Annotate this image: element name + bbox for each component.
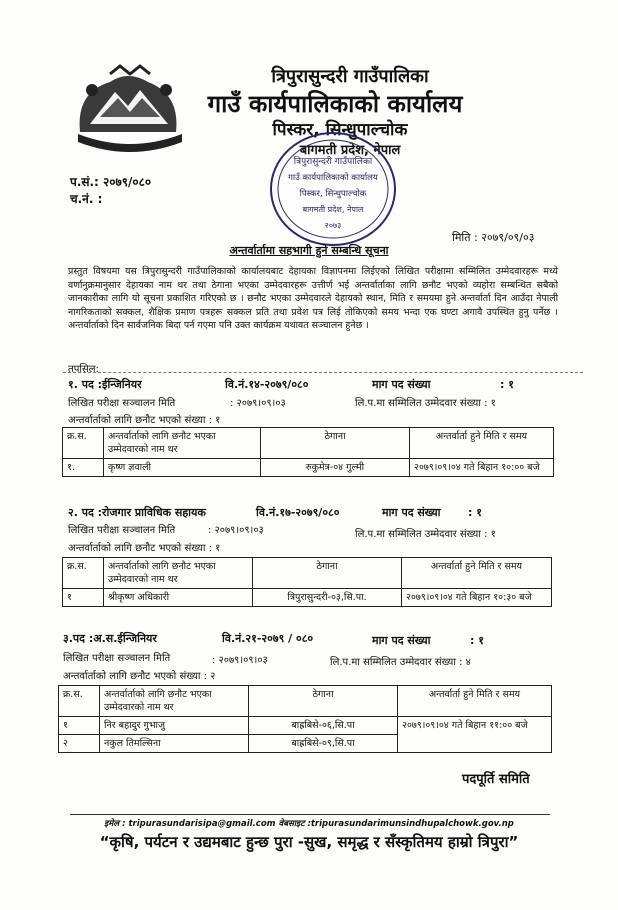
header-cell-address: ठेगाना xyxy=(261,428,410,459)
province-name: बागमती प्रदेश, नेपाल xyxy=(299,143,401,158)
exam-candidates-count: लि.प.मा सम्मिलित उम्मेदवार संख्या : १ xyxy=(355,529,496,540)
office-name: गाउँ कार्यपालिकाको कार्यालय xyxy=(207,90,463,118)
notice-body: प्रस्तुत विषयमा यस त्रिपुरासुन्दरी गाउँपालिकाको कार्यालयबाट देहायका विज्ञापनमा लिईएको लिखित परीक्षामा सम्मिलित उम्मेदवारहरू मध्ये वर्णानुक्रमानुसार देहायका नाम थर तथा ठेगाना भएका उम्मेदवारहरू उत्तीर्ण भई अन्तर्वार्ताका लागि छनौट भएको व्यहोरा सम्बन्धित सबैको जानकारीका लागि यो सूचना प्रकाशित गरिएको छ । छनौट भएका उम्मेदवारले देहायको स्थान, मिति र समयमा हुने अन्तर्वार्ता दिन आउँदा नेपाली नागरिकताको सक्कल, शैक्षिक प्रमाण पत्रहरू सक्कल प्रति तथा प्रवेश पत्र लिई तोकिएको समय भन्दा एक घण्टा अगावै उपस्थित हुनु पर्नेछ । अन्तर्वार्ताको दिन सार्वजनिक बिदा पर्न गएमा पनि उक्त कार्यक्रम यथावत सञ्चालन हुनेछ । xyxy=(68,266,558,332)
footer-divider xyxy=(70,814,550,815)
post-title: १. पद :ईन्जिनियर xyxy=(68,378,142,391)
stamp-text-province: बागमती प्रदेश, नेपाल xyxy=(302,205,364,214)
cell-name: कृष्ण ज्ञवाली xyxy=(104,459,261,477)
cell-sn: २ xyxy=(59,735,100,753)
header-cell-datetime: अन्तर्वार्ता हुने मिति र समय xyxy=(398,686,552,717)
cell-datetime: २०७९।०९।०४ गते बिहान १०:०० बजे xyxy=(410,459,554,477)
cell-name: श्रीकृष्ण अधिकारी xyxy=(104,589,253,607)
stamp-text-bottom: पिस्कर, सिन्धुपाल्चोक xyxy=(299,189,367,199)
post-title: ३.पद :अ.स.ईन्जिनियर xyxy=(63,632,157,645)
table-header-row xyxy=(63,428,554,459)
cell-datetime: २०७९।०९।०४ गते बिहान ११:०० बजे xyxy=(398,717,552,753)
notice-subject: अन्तर्वार्तामा सहभागी हुने सम्बन्धि सूचना xyxy=(229,244,389,257)
table-header-row xyxy=(59,686,552,717)
nepal-emblem-logo xyxy=(70,62,188,154)
stamp-text-top: त्रिपुरासुन्दरी गाउँपालिका xyxy=(293,157,373,167)
table-row xyxy=(63,589,552,607)
exam-date-label: लिखित परीक्षा सञ्चालन मिति xyxy=(68,398,176,409)
demand-post-label: माग पद संख्या xyxy=(372,634,431,647)
stamp-text-year: २०७३ xyxy=(324,221,342,230)
cell-sn: १ xyxy=(63,589,104,607)
table-row xyxy=(63,459,554,477)
demand-post-label: माग पद संख्या xyxy=(372,378,431,391)
stamp-text-middle: गाउँ कार्यपालिकाको कार्यालय xyxy=(288,173,378,183)
cell-sn: १ xyxy=(59,717,100,735)
header-cell-sn: क्र.स. xyxy=(59,686,100,717)
cell-address: रुकुमेत्र-०४ गुल्मी xyxy=(261,459,410,477)
reference-number xyxy=(70,173,151,190)
table-row xyxy=(59,717,552,735)
shortlisted-count: अन्तर्वार्ताको लागि छनौट भएको संख्या : १ xyxy=(68,543,221,554)
office-address: पिस्कर, सिन्धुपाल्चोक xyxy=(272,120,408,140)
dispatch-label: च.नं. : xyxy=(70,192,103,206)
shortlisted-count: अन्तर्वार्ताको लागि छनौट भएको संख्या : १ xyxy=(68,415,221,426)
exam-date-value: : २०७९।०९।०३ xyxy=(208,525,264,536)
advertisement-number: वि.नं.१४-२०७९/०८० xyxy=(225,378,309,391)
cell-name: नकुल तिमल्सिना xyxy=(100,735,249,753)
exam-date-label: लिखित परीक्षा सञ्चालन मिति xyxy=(68,525,176,536)
shortlisted-count: अन्तर्वार्ताको लागि छनौट भएको संख्या : २ xyxy=(63,671,216,682)
cell-datetime: २०७९।०९।०४ गते बिहान १०:३० बजे xyxy=(402,589,552,607)
header-cell-sn: क्र.स. xyxy=(63,558,104,589)
demand-post-value: : १ xyxy=(468,506,482,519)
details-heading: तपसिल: xyxy=(68,364,99,375)
cell-sn: १. xyxy=(63,459,104,477)
cell-address: त्रिपुरासुन्दरी-०३,सि.पा. xyxy=(253,589,402,607)
demand-post-value: : १ xyxy=(500,378,514,391)
header-cell-datetime: अन्तर्वार्ता हुने मिति र समय xyxy=(402,558,552,589)
exam-date-value: : २०७९।०९।०३ xyxy=(212,655,268,666)
exam-candidates-count: लि.प.मा सम्मिलित उम्मेदवार संख्या : १ xyxy=(355,398,496,409)
ref-label: प.सं.: xyxy=(70,175,99,189)
cell-address: बाह्रबिसे-०६,सि.पा xyxy=(249,717,398,735)
notice-date: मिति : २०७९/०९/०३ xyxy=(452,231,535,244)
candidate-table xyxy=(58,685,552,753)
contact-info: इमेल : tripurasundarisipa@gmail.com वेबसाइट :tripurasundarimunsindhupalchowk.gov.np xyxy=(104,819,514,829)
header-cell-name: अन्तर्वार्ताको लागि छनौट भएका उम्मेदवारको नाम थर xyxy=(100,686,249,717)
candidate-table xyxy=(62,557,552,607)
advertisement-number: वि.नं.२१-२०७९ / ०८० xyxy=(222,632,314,645)
dispatch-number xyxy=(70,190,102,207)
advertisement-number: वि.नं.१७-२०७९/०८० xyxy=(256,506,340,519)
ref-value: २०७९/०८० xyxy=(103,175,152,189)
table-header-row xyxy=(63,558,552,589)
header-cell-address: ठेगाना xyxy=(249,686,398,717)
office-stamp xyxy=(268,130,398,248)
demand-post-label: माग पद संख्या xyxy=(382,506,441,519)
exam-date-label: लिखित परीक्षा सञ्चालन मिति xyxy=(63,653,171,664)
cell-name: निर बहादुर गुभाजु xyxy=(100,717,249,735)
demand-post-value: : १ xyxy=(470,634,484,647)
exam-candidates-count: लि.प.मा सम्मिलित उम्मेदवार संख्या : ४ xyxy=(330,657,471,668)
header-cell-address: ठेगाना xyxy=(253,558,402,589)
municipality-name: त्रिपुरासुन्दरी गाउँपालिका xyxy=(271,66,429,87)
divider xyxy=(63,372,583,373)
header-cell-sn: क्र.स. xyxy=(63,428,104,459)
signatory: पदपूर्ति समिति xyxy=(462,772,530,787)
candidate-table xyxy=(62,427,554,477)
slogan: “कृषि, पर्यटन र उद्यमबाट हुन्छ पुरा -सुख, समृद्ध र सँस्कृतिमय हाम्रो त्रिपुरा” xyxy=(99,833,519,851)
header-cell-name: अन्तर्वार्ताको लागि छनौट भएका उम्मेदवारको नाम थर xyxy=(104,428,261,459)
exam-date-value: : २०७९।०९।०३ xyxy=(230,398,286,409)
post-title: २. पद :रोजगार प्राविधिक सहायक xyxy=(68,506,206,519)
header-cell-datetime: अन्तर्वार्ता हुने मिति र समय xyxy=(410,428,554,459)
header-cell-name: अन्तर्वार्ताको लागि छनौट भएका उम्मेदवारको नाम थर xyxy=(104,558,253,589)
cell-address: बाह्रबिसे-०९,सि.पा xyxy=(249,735,398,753)
